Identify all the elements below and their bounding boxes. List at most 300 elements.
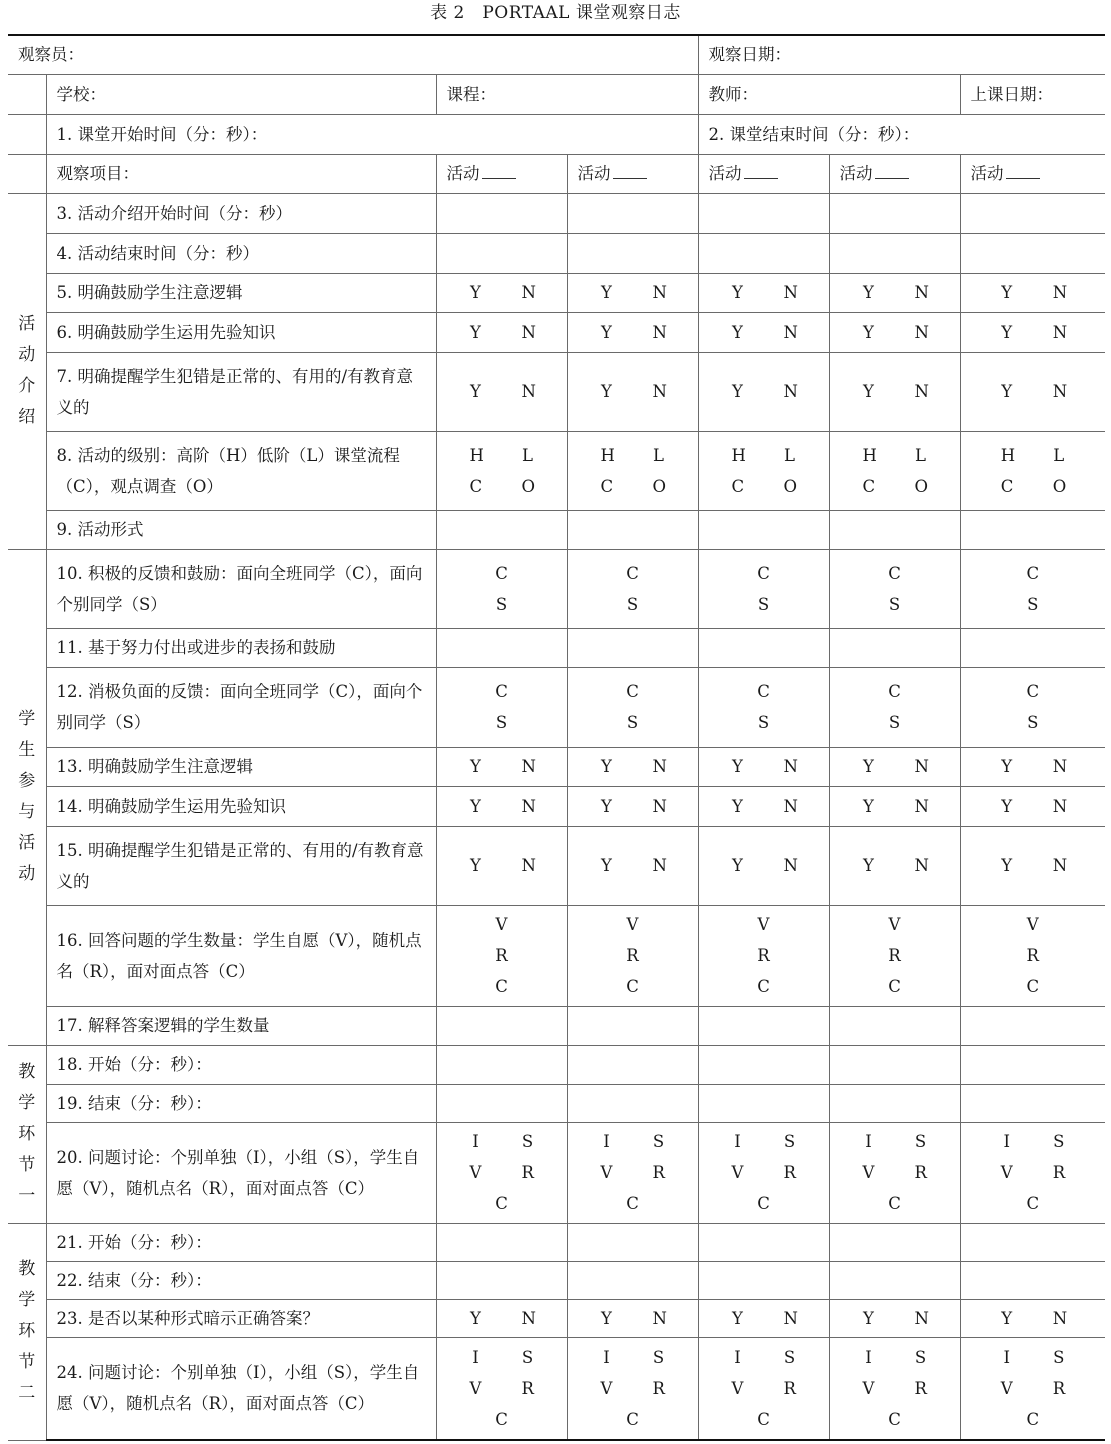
- activity-5-cell[interactable]: [960, 1006, 1105, 1045]
- group-teaching-session-2: [8, 1223, 46, 1440]
- group-char: 节: [18, 1352, 36, 1372]
- mark-Y: Y: [732, 382, 743, 401]
- activity-1-cell[interactable]: [436, 786, 567, 826]
- activity-5-cell[interactable]: [960, 352, 1105, 431]
- mark-Y: Y: [863, 322, 874, 342]
- observation-items-label: 观察项目：: [46, 154, 436, 193]
- teacher-field[interactable]: 教师：: [698, 74, 960, 114]
- mark-C: C: [888, 563, 901, 583]
- activity-5-cell[interactable]: [960, 549, 1105, 628]
- mark-Y: Y: [863, 796, 874, 816]
- mark-Y: Y: [863, 757, 874, 776]
- group-teaching-session-1: [8, 1045, 46, 1223]
- item-7: 7. 明确提醒学生犯错是正常的、有用的/有教育意义的: [46, 352, 436, 431]
- group-char: 动: [18, 345, 36, 365]
- mark-I: I: [472, 1132, 479, 1151]
- activity-3-cell[interactable]: [698, 193, 829, 233]
- activity-4-cell[interactable]: [829, 233, 960, 273]
- mark-H: H: [1000, 445, 1016, 465]
- group-char: 参: [18, 771, 36, 791]
- item-15: 15. 明确提醒学生犯错是正常的、有用的/有教育意义的: [46, 826, 436, 905]
- activity-1-cell[interactable]: [436, 826, 567, 905]
- activity-1-cell[interactable]: [436, 1045, 567, 1084]
- activity-2-cell[interactable]: [567, 1223, 698, 1261]
- activity-2-cell[interactable]: [567, 826, 698, 905]
- activity-4-cell[interactable]: [829, 1084, 960, 1122]
- mark-C: C: [757, 563, 770, 583]
- mark-S: S: [521, 1132, 534, 1151]
- activity-2-cell[interactable]: [567, 273, 698, 312]
- mark-N: N: [783, 796, 798, 816]
- activity-1-cell[interactable]: [436, 1084, 567, 1122]
- mark-N: N: [521, 796, 536, 816]
- mark-R: R: [521, 1378, 534, 1398]
- activity-label: 活动: [970, 164, 1004, 183]
- mark-Y: Y: [1001, 322, 1013, 342]
- mark-Y: Y: [863, 1308, 874, 1328]
- mark-Y: Y: [732, 283, 743, 302]
- mark-N: N: [521, 283, 536, 302]
- activity-4-cell[interactable]: [829, 273, 960, 312]
- activity-2-cell[interactable]: [567, 747, 698, 786]
- mark-Y: Y: [601, 856, 612, 875]
- mark-C: C: [626, 977, 639, 996]
- group-char: 活: [18, 314, 36, 334]
- mark-Y: Y: [601, 382, 612, 401]
- activity-3-cell[interactable]: [698, 826, 829, 905]
- mark-O: O: [783, 476, 798, 496]
- mark-N: N: [521, 856, 536, 875]
- group-char: 学: [18, 1092, 36, 1113]
- mark-N: N: [521, 382, 536, 401]
- group-char: 节: [18, 1154, 36, 1175]
- activity-1-cell[interactable]: [436, 1299, 567, 1337]
- mark-C: C: [626, 563, 639, 583]
- mark-I: I: [1003, 1132, 1011, 1151]
- activity-1-cell[interactable]: [436, 1006, 567, 1045]
- mark-N: N: [1052, 283, 1068, 302]
- activity-3-cell[interactable]: [698, 1261, 829, 1299]
- activity-4-cell[interactable]: [829, 1045, 960, 1084]
- activity-4-cell[interactable]: [829, 1006, 960, 1045]
- activity-5-cell[interactable]: [960, 193, 1105, 233]
- activity-number-blank[interactable]: [613, 164, 647, 179]
- mark-I: I: [1003, 1347, 1011, 1367]
- mark-C: C: [1026, 1194, 1040, 1213]
- mark-R: R: [652, 1378, 665, 1398]
- activity-3-cell[interactable]: [698, 510, 829, 549]
- school-field[interactable]: 学校：: [46, 74, 436, 114]
- mark-N: N: [1052, 1308, 1068, 1328]
- item-3: 3. 活动介绍开始时间（分：秒）: [46, 193, 436, 233]
- activity-1-cell[interactable]: [436, 193, 567, 233]
- mark-N: N: [1052, 382, 1068, 401]
- mark-N: N: [783, 322, 798, 342]
- activity-2-cell[interactable]: [567, 905, 698, 1006]
- mark-Y: Y: [1001, 757, 1013, 776]
- activity-5-cell[interactable]: [960, 1122, 1105, 1223]
- group-char: 教: [18, 1061, 36, 1082]
- mark-R: R: [914, 1163, 927, 1182]
- group-char: 学: [18, 709, 36, 729]
- activity-5-cell[interactable]: [960, 510, 1105, 549]
- group-char: 教: [18, 1259, 36, 1279]
- item-21: 21. 开始（分：秒）：: [46, 1223, 436, 1261]
- activity-2-cell[interactable]: [567, 549, 698, 628]
- mark-C: C: [626, 1409, 639, 1429]
- activity-2-cell[interactable]: [567, 1045, 698, 1084]
- mark-R: R: [783, 1378, 796, 1398]
- activity-3-cell[interactable]: [698, 786, 829, 826]
- item-17: 17. 解释答案逻辑的学生数量: [46, 1006, 436, 1045]
- activity-3-cell[interactable]: [698, 549, 829, 628]
- mark-L: L: [784, 445, 795, 465]
- mark-L: L: [653, 445, 664, 465]
- mark-Y: Y: [470, 1308, 481, 1328]
- mark-I: I: [603, 1132, 610, 1151]
- mark-Y: Y: [601, 757, 612, 776]
- mark-C: C: [888, 682, 901, 701]
- activity-number-blank[interactable]: [875, 164, 909, 179]
- activity-1-cell[interactable]: [436, 431, 567, 510]
- mark-Y: Y: [732, 1308, 743, 1328]
- mark-V: V: [731, 1163, 744, 1182]
- mark-S: S: [757, 594, 770, 614]
- activity-5-cell[interactable]: [960, 667, 1105, 747]
- mark-C: C: [1000, 476, 1014, 496]
- activity-2-cell[interactable]: [567, 667, 698, 747]
- activity-1-cell[interactable]: [436, 905, 567, 1006]
- mark-C: C: [1026, 682, 1040, 701]
- activity-2-cell[interactable]: [567, 1122, 698, 1223]
- mark-C: C: [731, 476, 745, 496]
- activity-4-cell[interactable]: [829, 1122, 960, 1223]
- mark-S: S: [652, 1132, 665, 1151]
- mark-N: N: [914, 796, 929, 816]
- mark-Y: Y: [1001, 1308, 1013, 1328]
- mark-V: V: [469, 1378, 482, 1398]
- activity-3-cell[interactable]: [698, 1337, 829, 1440]
- activity-4-cell[interactable]: [829, 1337, 960, 1440]
- activity-4-cell[interactable]: [829, 1299, 960, 1337]
- activity-4-cell[interactable]: [829, 1223, 960, 1261]
- activity-2-cell[interactable]: [567, 1006, 698, 1045]
- mark-Y: Y: [601, 322, 612, 342]
- activity-5-cell[interactable]: [960, 1223, 1105, 1261]
- activity-3-cell[interactable]: [698, 431, 829, 510]
- mark-C: C: [495, 1194, 508, 1213]
- activity-4-cell[interactable]: [829, 826, 960, 905]
- activity-3-cell[interactable]: [698, 273, 829, 312]
- item-23: 23. 是否以某种形式暗示正确答案？: [46, 1299, 436, 1337]
- activity-number-blank[interactable]: [1006, 164, 1040, 179]
- mark-R: R: [783, 1163, 796, 1182]
- activity-5-cell[interactable]: [960, 628, 1105, 667]
- mark-N: N: [914, 283, 929, 302]
- activity-2-cell[interactable]: [567, 628, 698, 667]
- mark-I: I: [734, 1132, 741, 1151]
- mark-R: R: [1026, 946, 1039, 965]
- mark-V: V: [1000, 1378, 1013, 1398]
- mark-N: N: [914, 382, 929, 401]
- mark-Y: Y: [1001, 382, 1013, 401]
- item-12: 12. 消极负面的反馈：面向全班同学（C），面向个别同学（S）: [46, 667, 436, 747]
- mark-N: N: [1052, 856, 1068, 875]
- mark-N: N: [783, 856, 798, 875]
- mark-N: N: [652, 382, 667, 401]
- mark-C: C: [888, 977, 901, 996]
- mark-Y: Y: [601, 796, 612, 816]
- activity-1-cell[interactable]: [436, 1261, 567, 1299]
- mark-S: S: [757, 713, 770, 732]
- mark-N: N: [652, 1308, 667, 1328]
- activity-1-cell[interactable]: [436, 312, 567, 352]
- activity-1-cell[interactable]: [436, 667, 567, 747]
- activity-5-cell[interactable]: [960, 1337, 1105, 1440]
- mark-V: V: [1000, 1163, 1013, 1182]
- activity-2-cell[interactable]: [567, 786, 698, 826]
- mark-N: N: [1052, 796, 1068, 816]
- group-student-participation: [8, 549, 46, 1045]
- class-start-time-field[interactable]: 1. 课堂开始时间（分：秒）：: [46, 114, 698, 154]
- mark-C: C: [600, 476, 614, 496]
- activity-4-cell[interactable]: [829, 549, 960, 628]
- activity-2-cell[interactable]: [567, 193, 698, 233]
- activity-label: 活动: [446, 164, 480, 183]
- group-char: 绍: [18, 407, 36, 427]
- activity-3-cell[interactable]: [698, 628, 829, 667]
- mark-H: H: [731, 445, 746, 465]
- class-end-time-field[interactable]: 2. 课堂结束时间（分：秒）：: [698, 114, 1105, 154]
- activity-1-cell[interactable]: [436, 1223, 567, 1261]
- mark-V: V: [469, 1163, 482, 1182]
- group-char: 动: [18, 864, 36, 884]
- mark-R: R: [888, 946, 901, 965]
- mark-C: C: [888, 1409, 901, 1429]
- table-caption: 表 2 PORTAAL 课堂观察日志: [430, 3, 681, 23]
- activity-number-blank[interactable]: [482, 164, 516, 179]
- mark-C: C: [495, 563, 508, 583]
- activity-1-cell[interactable]: [436, 747, 567, 786]
- mark-I: I: [734, 1347, 741, 1367]
- blank-cell: [8, 154, 46, 193]
- mark-C: C: [626, 682, 639, 701]
- activity-4-cell[interactable]: [829, 352, 960, 431]
- mark-C: C: [1026, 563, 1040, 583]
- mark-R: R: [1052, 1163, 1066, 1182]
- activity-4-cell[interactable]: [829, 786, 960, 826]
- activity-3-cell[interactable]: [698, 352, 829, 431]
- mark-N: N: [652, 856, 667, 875]
- mark-V: V: [862, 1378, 875, 1398]
- item-19: 19. 结束（分：秒）：: [46, 1084, 436, 1122]
- activity-4-cell[interactable]: [829, 905, 960, 1006]
- group-char: 与: [18, 802, 36, 822]
- activity-3-cell[interactable]: [698, 1122, 829, 1223]
- mark-N: N: [914, 322, 929, 342]
- activity-1-cell[interactable]: [436, 352, 567, 431]
- activity-4-cell[interactable]: [829, 193, 960, 233]
- activity-2-cell[interactable]: [567, 233, 698, 273]
- mark-Y: Y: [1001, 283, 1013, 302]
- activity-5-cell[interactable]: [960, 1261, 1105, 1299]
- activity-4-cell[interactable]: [829, 667, 960, 747]
- mark-C: C: [495, 682, 508, 701]
- activity-3-cell[interactable]: [698, 1223, 829, 1261]
- activity-5-cell[interactable]: [960, 826, 1105, 905]
- activity-1-cell[interactable]: [436, 549, 567, 628]
- group-char: 学: [18, 1290, 36, 1310]
- activity-3-cell[interactable]: [698, 1084, 829, 1122]
- activity-3-cell[interactable]: [698, 667, 829, 747]
- item-24: 24. 问题讨论：个别单独（I），小组（S），学生自愿（V），随机点名（R），面对面点答（C）: [46, 1337, 436, 1440]
- activity-2-cell[interactable]: [567, 1084, 698, 1122]
- activity-3-cell[interactable]: [698, 747, 829, 786]
- mark-N: N: [521, 1308, 536, 1328]
- item-5: 5. 明确鼓励学生注意逻辑: [46, 273, 436, 312]
- mark-V: V: [626, 915, 639, 934]
- mark-S: S: [888, 713, 901, 732]
- mark-N: N: [652, 757, 667, 776]
- activity-1-cell[interactable]: [436, 1337, 567, 1440]
- activity-1-cell[interactable]: [436, 510, 567, 549]
- item-6: 6. 明确鼓励学生运用先验知识: [46, 312, 436, 352]
- mark-C: C: [862, 476, 876, 496]
- activity-2-header[interactable]: [567, 154, 698, 193]
- mark-S: S: [626, 594, 639, 614]
- mark-N: N: [652, 283, 667, 302]
- mark-R: R: [626, 946, 639, 965]
- group-char: 二: [18, 1383, 36, 1403]
- activity-1-header[interactable]: [436, 154, 567, 193]
- mark-Y: Y: [601, 283, 612, 302]
- mark-R: R: [914, 1378, 927, 1398]
- activity-3-cell[interactable]: [698, 312, 829, 352]
- activity-label: 活动: [708, 164, 742, 183]
- item-22: 22. 结束（分：秒）：: [46, 1261, 436, 1299]
- activity-5-cell[interactable]: [960, 1045, 1105, 1084]
- mark-S: S: [626, 713, 639, 732]
- item-11: 11. 基于努力付出或进步的表扬和鼓励: [46, 628, 436, 667]
- blank-cell: [8, 74, 46, 114]
- activity-4-cell[interactable]: [829, 431, 960, 510]
- activity-4-cell[interactable]: [829, 312, 960, 352]
- activity-2-cell[interactable]: [567, 1299, 698, 1337]
- activity-2-cell[interactable]: [567, 510, 698, 549]
- item-16: 16. 回答问题的学生数量：学生自愿（V），随机点名（R），面对面点答（C）: [46, 905, 436, 1006]
- mark-O: O: [914, 476, 929, 496]
- activity-3-cell[interactable]: [698, 905, 829, 1006]
- group-char: 活: [18, 833, 36, 853]
- activity-5-cell[interactable]: [960, 273, 1105, 312]
- mark-C: C: [888, 1194, 901, 1213]
- activity-5-cell[interactable]: [960, 747, 1105, 786]
- observation-log-table: [8, 34, 1105, 1441]
- activity-2-cell[interactable]: [567, 1337, 698, 1440]
- item-4: 4. 活动结束时间（分：秒）: [46, 233, 436, 273]
- activity-5-cell[interactable]: [960, 431, 1105, 510]
- group-char: 环: [18, 1123, 36, 1144]
- mark-Y: Y: [470, 283, 481, 302]
- activity-5-header[interactable]: [960, 154, 1105, 193]
- group-activity-intro: [8, 193, 46, 549]
- activity-4-cell[interactable]: [829, 747, 960, 786]
- observer-field[interactable]: 观察员：: [8, 35, 698, 74]
- observation-date-field[interactable]: 观察日期：: [698, 35, 1105, 74]
- mark-V: V: [495, 915, 508, 934]
- mark-V: V: [1026, 915, 1039, 934]
- activity-5-cell[interactable]: [960, 905, 1105, 1006]
- mark-N: N: [521, 757, 536, 776]
- mark-S: S: [495, 713, 508, 732]
- activity-2-cell[interactable]: [567, 1261, 698, 1299]
- activity-5-cell[interactable]: [960, 312, 1105, 352]
- mark-C: C: [1026, 977, 1040, 996]
- mark-V: V: [600, 1378, 613, 1398]
- mark-O: O: [1052, 476, 1067, 496]
- mark-O: O: [652, 476, 667, 496]
- activity-2-cell[interactable]: [567, 431, 698, 510]
- mark-L: L: [522, 445, 533, 465]
- mark-L: L: [1053, 445, 1065, 465]
- activity-4-cell[interactable]: [829, 1261, 960, 1299]
- activity-5-cell[interactable]: [960, 1299, 1105, 1337]
- activity-5-cell[interactable]: [960, 1084, 1105, 1122]
- mark-V: V: [862, 1163, 875, 1182]
- activity-3-cell[interactable]: [698, 1006, 829, 1045]
- activity-4-header[interactable]: [829, 154, 960, 193]
- activity-1-cell[interactable]: [436, 1122, 567, 1223]
- mark-C: C: [626, 1194, 639, 1213]
- mark-S: S: [652, 1347, 665, 1367]
- activity-5-cell[interactable]: [960, 786, 1105, 826]
- activity-1-cell[interactable]: [436, 233, 567, 273]
- mark-Y: Y: [863, 382, 874, 401]
- mark-S: S: [521, 1347, 534, 1367]
- mark-V: V: [888, 915, 901, 934]
- mark-Y: Y: [470, 796, 481, 816]
- activity-4-cell[interactable]: [829, 510, 960, 549]
- mark-C: C: [757, 977, 770, 996]
- activity-1-cell[interactable]: [436, 273, 567, 312]
- mark-R: R: [652, 1163, 665, 1182]
- activity-1-cell[interactable]: [436, 628, 567, 667]
- mark-S: S: [783, 1347, 796, 1367]
- mark-N: N: [652, 322, 667, 342]
- mark-Y: Y: [1001, 856, 1013, 875]
- activity-5-cell[interactable]: [960, 233, 1105, 273]
- activity-4-cell[interactable]: [829, 628, 960, 667]
- activity-3-cell[interactable]: [698, 1299, 829, 1337]
- group-char: 介: [18, 376, 36, 396]
- activity-3-cell[interactable]: [698, 1045, 829, 1084]
- mark-S: S: [914, 1132, 927, 1151]
- activity-number-blank[interactable]: [744, 164, 778, 179]
- course-field[interactable]: 课程：: [436, 74, 698, 114]
- mark-N: N: [783, 382, 798, 401]
- activity-2-cell[interactable]: [567, 312, 698, 352]
- group-char: 环: [18, 1321, 36, 1341]
- mark-Y: Y: [601, 1308, 612, 1328]
- activity-3-header[interactable]: [698, 154, 829, 193]
- mark-S: S: [495, 594, 508, 614]
- activity-3-cell[interactable]: [698, 233, 829, 273]
- mark-C: C: [757, 682, 770, 701]
- mark-L: L: [915, 445, 926, 465]
- mark-V: V: [731, 1378, 744, 1398]
- class-date-field[interactable]: 上课日期：: [960, 74, 1105, 114]
- activity-2-cell[interactable]: [567, 352, 698, 431]
